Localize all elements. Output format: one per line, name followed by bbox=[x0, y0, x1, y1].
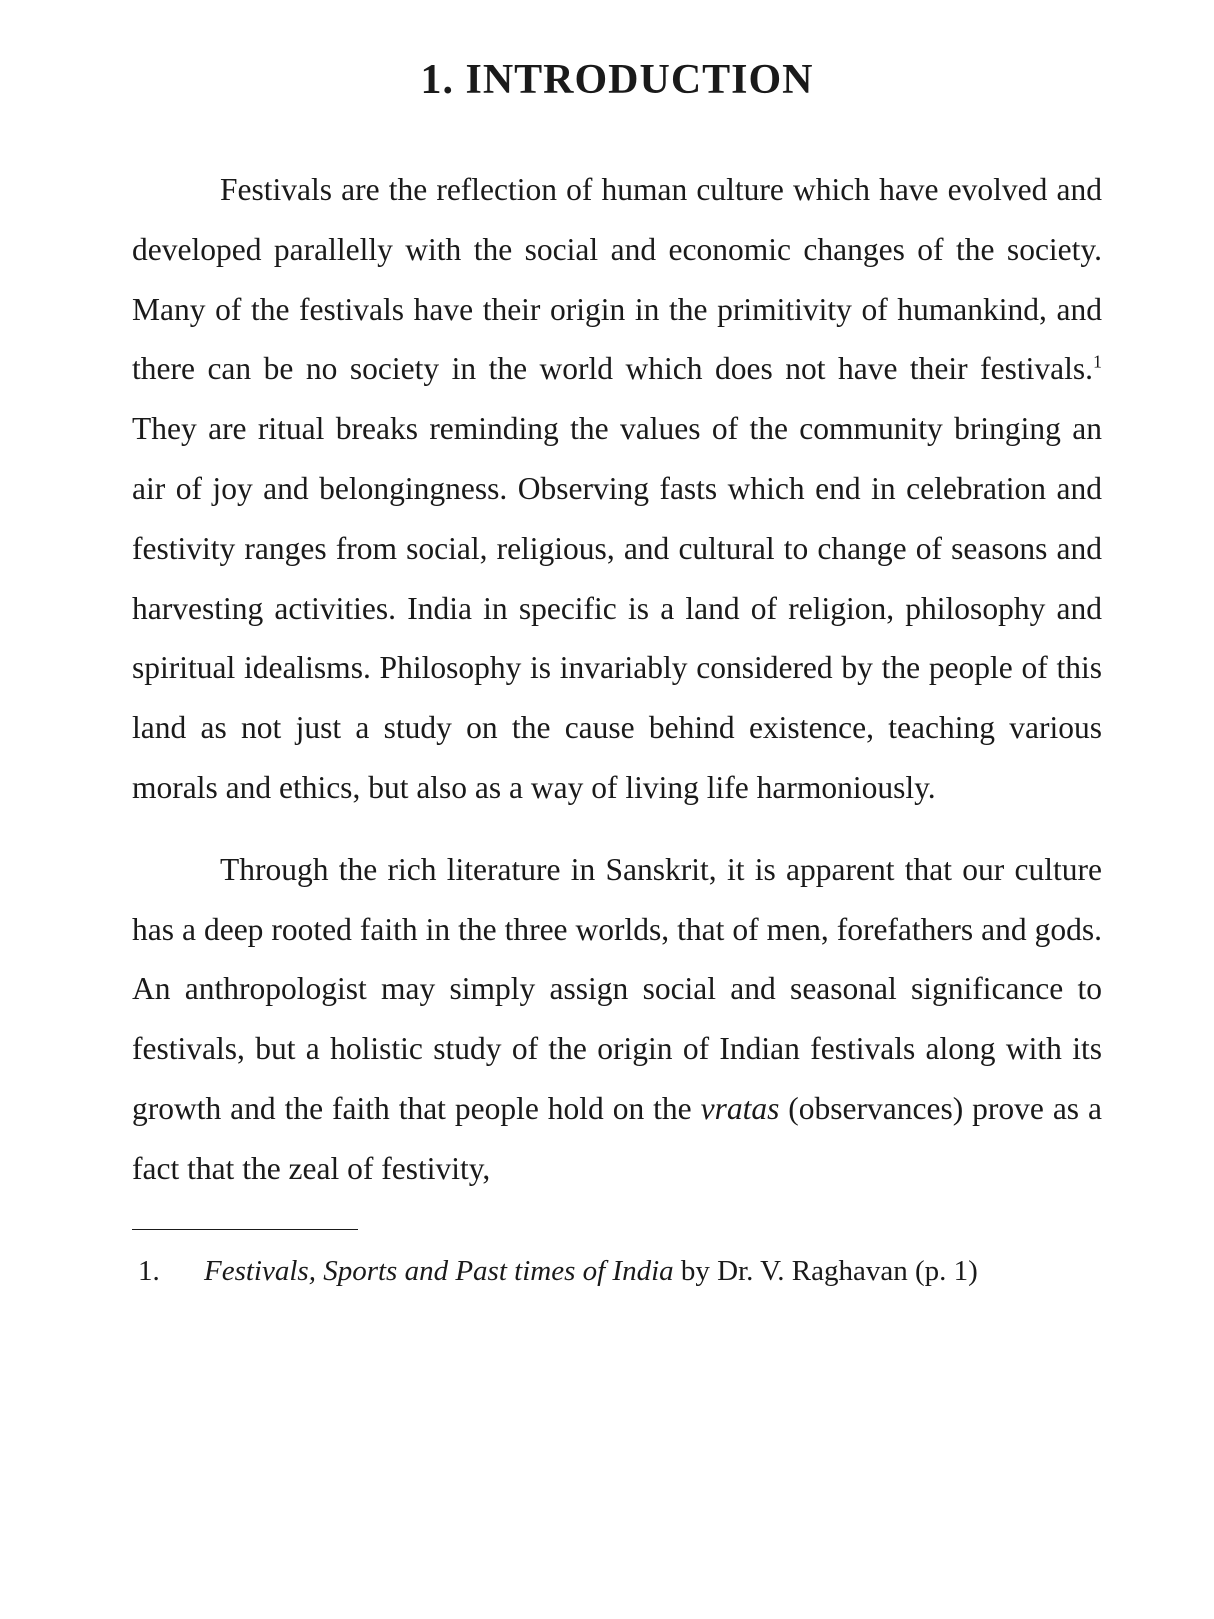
footnote-citation: by Dr. V. Raghavan (p. 1) bbox=[673, 1254, 978, 1287]
chapter-title: 1. INTRODUCTION bbox=[420, 57, 814, 103]
paragraph-1 bbox=[132, 160, 1102, 818]
document-page bbox=[132, 52, 1102, 1294]
footnote-book-title: Festivals, Sports and Past times of India bbox=[204, 1254, 674, 1287]
footnote-number: 1. bbox=[138, 1254, 160, 1287]
italic-term-vratas: vratas bbox=[700, 1090, 780, 1126]
footnote bbox=[132, 1248, 1102, 1294]
footnote-divider bbox=[132, 1229, 358, 1230]
paragraph-2-text-b: (observances) prove as a fact that the zeal of festivity, bbox=[132, 1090, 1102, 1186]
paragraph-1-text-b: They are ritual breaks reminding the values of the community bringing an air of joy and belongingness. Observing fasts which end in celebration and festivity ranges from social, religious, and cultural to change of seasons and harvesting activities. India in specific is a land of religion, philosophy and spiritual idealisms. Philosophy is invariably considered by the people of this land as not just a study on the cause behind existence, teaching various morals and ethics, but also as a way of living life harmoniously. bbox=[132, 411, 1102, 805]
paragraph-2 bbox=[132, 840, 1102, 1199]
footnote-reference[interactable]: 1 bbox=[1093, 351, 1102, 372]
paragraph-2-text-a: Through the rich literature in Sanskrit, it is apparent that our culture has a deep rooted faith in the three worlds, that of men, forefathers and gods. An anthropologist may simply assign social and seasonal significance to festivals, but a holistic study of the origin of Indian festivals along with its growth and the faith that people hold on the bbox=[132, 851, 1102, 1126]
paragraph-1-text-a: Festivals are the reflection of human culture which have evolved and developed parallelly with the social and economic changes of the society. Many of the festivals have their origin in the primitivity of humankind, and there can be no society in the world which does not have their festivals. bbox=[132, 172, 1102, 387]
